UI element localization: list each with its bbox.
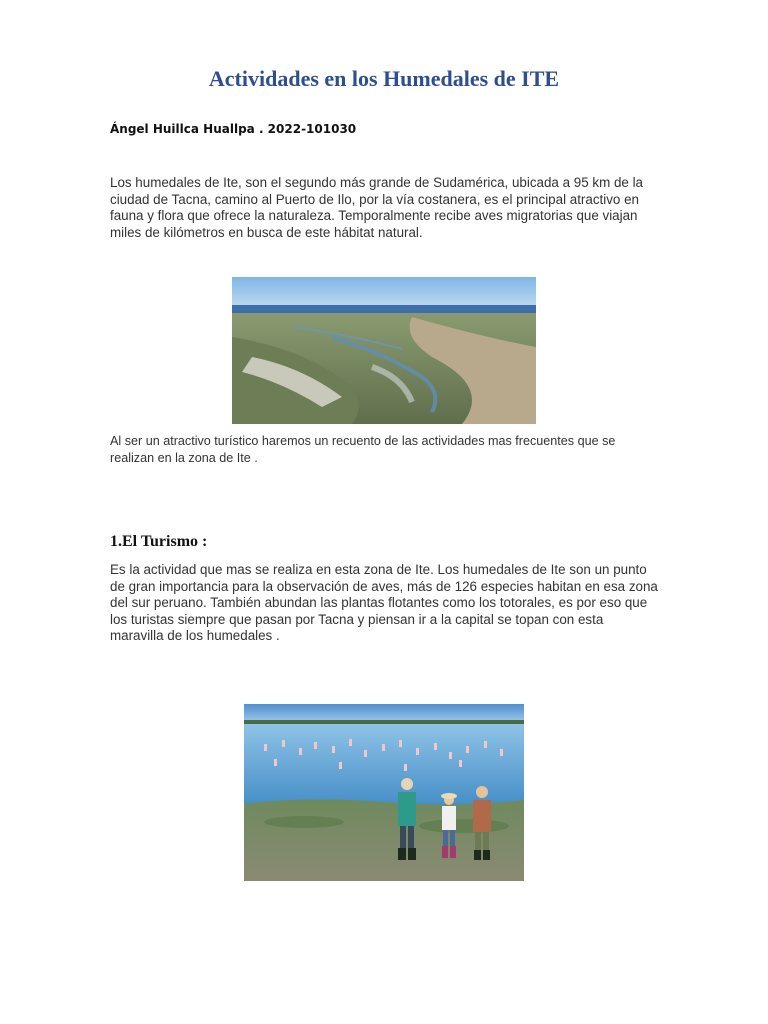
second-paragraph: Al ser un atractivo turístico haremos un recuento de las actividades mas frecuentes que se realizan en la zona de Ite . xyxy=(110,434,616,465)
intro-paragraph: Los humedales de Ite, son el segundo más grande de Sudamérica, ubicada a 95 km de la ciudad de Tacna, camino al Puerto de Ilo, por la vía costanera, es el principal atractivo en fauna y flora que ofrece la naturaleza. Temporalmente recibe aves migratorias que viajan miles de kilómetros en busca de este hábitat natural. xyxy=(110,175,643,240)
aerial-wetland-photo xyxy=(232,277,536,424)
author-line: Ángel Huillca Huallpa . 2022-101030 xyxy=(110,122,357,136)
section-heading-turismo: 1.El Turismo : xyxy=(110,533,208,550)
birdwatching-photo xyxy=(244,704,524,881)
section-turismo-paragraph: Es la actividad que mas se realiza en esta zona de Ite. Los humedales de Ite son un punto de gran importancia para la observación de aves, más de 126 especies habitan en esa zona del sur peruano. También abundan las plantas flotantes como los totorales, es por eso que los turistas siempre que pasan por Tacna y piensan ir a la capital se topan con esta maravilla de los humedales . xyxy=(110,562,658,643)
page-title: Actividades en los Humedales de ITE xyxy=(208,66,560,91)
